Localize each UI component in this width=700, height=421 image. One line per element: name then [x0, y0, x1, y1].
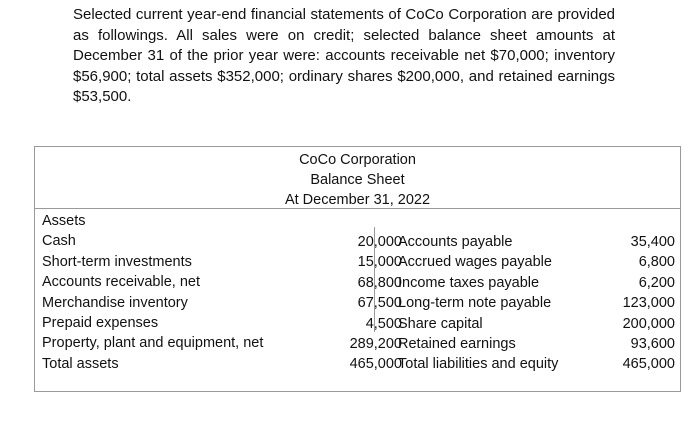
- asset-label: Merchandise inventory: [42, 294, 188, 311]
- liability-amount: 123,000: [622, 295, 675, 312]
- liability-label: Share capital: [398, 315, 483, 332]
- asset-label: Accounts receivable, net: [42, 274, 200, 291]
- assets-labels-column: [42, 211, 263, 374]
- liability-label: Retained earnings: [398, 336, 516, 353]
- liability-amount: 35,400: [630, 234, 675, 250]
- liability-label: Total liabilities and equity: [398, 356, 559, 373]
- asset-amount: 15,000: [357, 254, 402, 271]
- problem-statement: Selected current year-end financial statements of CoCo Corporation are provided as followings. All sales were on credit; selected balance sheet amounts at December 31 of the prior year were: accounts receivable net $70,000; inventory $56,900; total assets $352,000; ordinary shares $200,000, and retained earnings $53,500.: [73, 6, 615, 105]
- balance-sheet-table: [34, 146, 681, 392]
- statement-title: Balance Sheet: [310, 172, 405, 188]
- asset-amount: 289,200: [349, 336, 402, 353]
- asset-label: Prepaid expenses: [42, 315, 159, 332]
- liabilities-amounts-column: [575, 232, 675, 375]
- asset-amount: 20,000: [357, 234, 402, 250]
- liability-amount: 465,000: [622, 356, 675, 373]
- liability-amount: 6,800: [638, 254, 675, 271]
- asset-amount: 465,000: [349, 356, 402, 373]
- liability-amount: 200,000: [622, 315, 675, 332]
- asset-amount: 4,500: [365, 315, 402, 332]
- asset-amount: 67,500: [357, 295, 402, 312]
- company-name: CoCo Corporation: [299, 152, 416, 168]
- liability-label: Long-term note payable: [398, 295, 552, 312]
- asset-label: Cash: [42, 233, 76, 250]
- liability-label: Income taxes payable: [398, 274, 540, 291]
- statement-date: At December 31, 2022: [284, 192, 431, 208]
- asset-label: Total assets: [42, 355, 119, 372]
- liability-label: Accounts payable: [398, 234, 513, 250]
- assets-section-label: Assets: [42, 213, 86, 229]
- asset-amount: 68,800: [357, 274, 402, 291]
- liability-amount: 93,600: [630, 336, 675, 353]
- liabilities-labels-column: [398, 232, 578, 375]
- asset-label: Short-term investments: [42, 253, 192, 270]
- balance-sheet-header: [35, 147, 680, 209]
- liability-amount: 6,200: [638, 274, 675, 291]
- liability-label: Accrued wages payable: [398, 254, 552, 271]
- column-divider: [374, 227, 375, 332]
- asset-label: Property, plant and equipment, net: [42, 335, 264, 352]
- assets-amounts-column: [285, 232, 402, 375]
